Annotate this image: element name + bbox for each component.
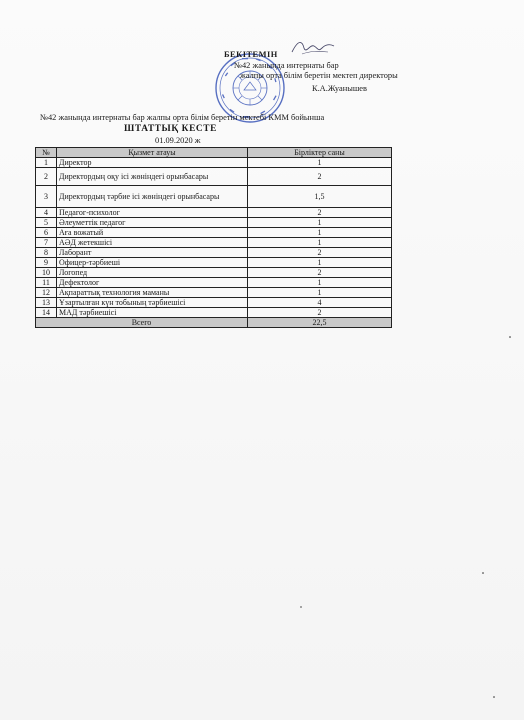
row-position: Педагог-психолог xyxy=(57,208,248,218)
row-number: 3 xyxy=(36,186,57,208)
table-row xyxy=(36,248,392,258)
row-units: 1 xyxy=(248,218,392,228)
scan-speck xyxy=(482,572,484,574)
table-row xyxy=(36,208,392,218)
table-row xyxy=(36,258,392,268)
table-row xyxy=(36,228,392,238)
approval-block xyxy=(224,50,432,94)
row-position: Директордың тәрбие ісі жөніндегі орынбасары xyxy=(57,186,248,208)
row-number: 10 xyxy=(36,268,57,278)
row-units: 2 xyxy=(248,168,392,186)
row-position: МАД тәрбиешісі xyxy=(57,308,248,318)
row-position: Директор xyxy=(57,158,248,168)
row-position: Дефектолог xyxy=(57,278,248,288)
organization-line: №42 жанында интернаты бар жалпы орта білім беретін мектебі КММ бойынша xyxy=(40,113,325,122)
scan-speck xyxy=(493,696,495,698)
row-number: 14 xyxy=(36,308,57,318)
row-units: 1 xyxy=(248,258,392,268)
row-position: АӘД жетекшісі xyxy=(57,238,248,248)
document-date: 01.09.2020 ж xyxy=(155,136,201,145)
approval-line-school: №42 жанында интернаты бар xyxy=(234,60,339,70)
header-units: Бірліктер саны xyxy=(248,148,392,158)
table-total-row xyxy=(36,318,392,328)
scan-speck xyxy=(300,606,302,608)
row-number: 11 xyxy=(36,278,57,288)
row-number: 12 xyxy=(36,288,57,298)
row-number: 2 xyxy=(36,168,57,186)
approval-heading: БЕКІТЕМІН xyxy=(224,50,278,59)
row-units: 1 xyxy=(248,238,392,248)
row-units: 2 xyxy=(248,308,392,318)
table-row xyxy=(36,186,392,208)
row-number: 5 xyxy=(36,218,57,228)
staff-schedule-table xyxy=(35,147,392,328)
approval-line-position: жалпы орта білім беретін мектеп директоры xyxy=(240,71,398,80)
table-row xyxy=(36,268,392,278)
total-value: 22,5 xyxy=(248,318,392,328)
row-units: 2 xyxy=(248,208,392,218)
table-row xyxy=(36,218,392,228)
row-units: 1 xyxy=(248,158,392,168)
table-row xyxy=(36,288,392,298)
document-title: ШТАТТЫҚ КЕСТЕ xyxy=(124,124,218,134)
table-header-row xyxy=(36,148,392,158)
approval-line-director-name: К.А.Жуанышев xyxy=(312,83,367,93)
row-position: Ұзартылған күн тобының тәрбиешісі xyxy=(57,298,248,308)
table-row xyxy=(36,238,392,248)
table-row xyxy=(36,158,392,168)
table-row xyxy=(36,168,392,186)
total-label: Всего xyxy=(36,318,248,328)
row-number: 4 xyxy=(36,208,57,218)
row-position: Аға вожатый xyxy=(57,228,248,238)
row-number: 13 xyxy=(36,298,57,308)
row-position: Ақпараттық технология маманы xyxy=(57,288,248,298)
row-units: 2 xyxy=(248,248,392,258)
row-number: 1 xyxy=(36,158,57,168)
row-number: 7 xyxy=(36,238,57,248)
row-number: 8 xyxy=(36,248,57,258)
row-units: 1 xyxy=(248,288,392,298)
table-row xyxy=(36,278,392,288)
row-units: 1 xyxy=(248,278,392,288)
row-units: 1,5 xyxy=(248,186,392,208)
table-row xyxy=(36,298,392,308)
row-units: 2 xyxy=(248,268,392,278)
row-position: Әлеуметтік педагог xyxy=(57,218,248,228)
row-position: Логопед xyxy=(57,268,248,278)
row-units: 4 xyxy=(248,298,392,308)
row-number: 6 xyxy=(36,228,57,238)
row-units: 1 xyxy=(248,228,392,238)
row-number: 9 xyxy=(36,258,57,268)
table-row xyxy=(36,308,392,318)
row-position: Лаборант xyxy=(57,248,248,258)
header-number: № xyxy=(36,148,57,158)
row-position: Директордың оқу ісі жөніндегі орынбасары xyxy=(57,168,248,186)
header-position-name: Қызмет атауы xyxy=(57,148,248,158)
row-position: Офицер-тәрбиеші xyxy=(57,258,248,268)
scan-speck xyxy=(509,336,511,338)
